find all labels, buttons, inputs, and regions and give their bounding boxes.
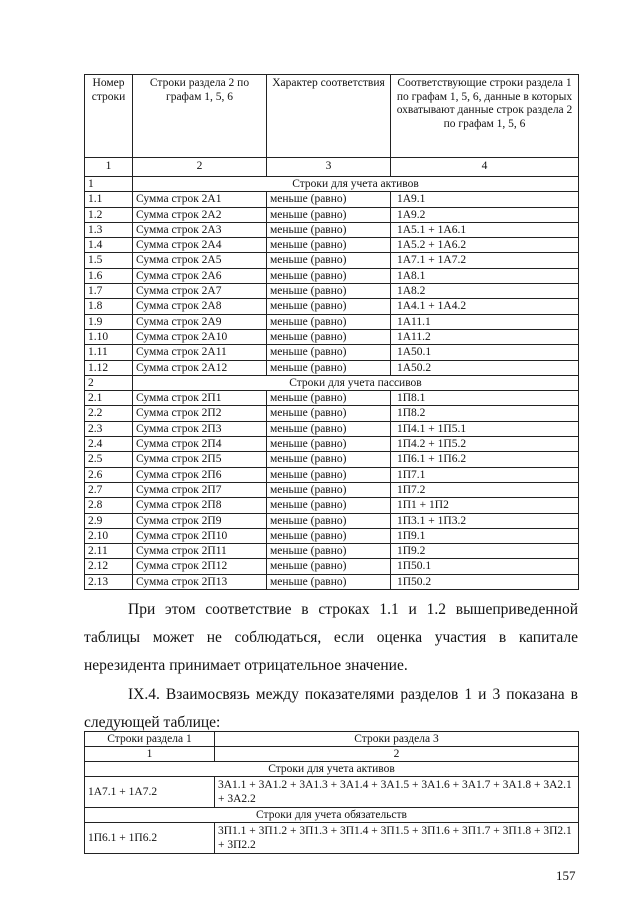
correspondence-cell: меньше (равно) [267,253,391,268]
correspondence-cell: меньше (равно) [267,268,391,283]
table-row [85,559,579,574]
correspondence-cell: меньше (равно) [267,513,391,528]
correspondence-cell: меньше (равно) [267,452,391,467]
section1-rows-cell: 1А5.2 + 1А6.2 [391,238,579,253]
section1-rows-cell: 1А9.1 [391,192,579,207]
section-row [85,375,579,390]
section1-rows-cell: 1П3.1 + 1П3.2 [391,513,579,528]
section1-rows-cell: 1А4.1 + 1А4.2 [391,299,579,314]
section3-rows-cell: 3А1.1 + 3А1.2 + 3А1.3 + 3А1.4 + 3А1.5 + 3А1.6 + 3А1.7 + 3А1.8 + 3А2.1 + 3А2.2 [215,777,579,808]
row-number: 2.11 [85,544,133,559]
table-row [85,777,579,808]
row-number: 2.3 [85,421,133,436]
section1-rows-cell: 1П8.2 [391,406,579,421]
section1-rows-cell: 1П4.1 + 1П5.1 [391,421,579,436]
table-row [85,299,579,314]
section2-rows-cell: Сумма строк 2А7 [133,284,267,299]
section2-rows-cell: Сумма строк 2А8 [133,299,267,314]
section1-rows-cell: 1П50.2 [391,574,579,589]
column-number: 3 [267,158,391,177]
column-number: 1 [85,158,133,177]
correspondence-table-section1-section3 [84,731,579,854]
table-row [85,222,579,237]
table-row [85,513,579,528]
row-number: 2.5 [85,452,133,467]
section-number: 2 [85,375,133,390]
section1-rows-cell: 1А7.1 + 1А7.2 [391,253,579,268]
table-row [85,421,579,436]
section2-rows-cell: Сумма строк 2А6 [133,268,267,283]
correspondence-cell: меньше (равно) [267,222,391,237]
section2-rows-cell: Сумма строк 2П11 [133,544,267,559]
table-row [85,467,579,482]
row-number: 2.2 [85,406,133,421]
correspondence-cell: меньше (равно) [267,345,391,360]
correspondence-cell: меньше (равно) [267,421,391,436]
header-correspondence-type: Характер соответствия [267,75,391,158]
section1-rows-cell: 1А8.2 [391,284,579,299]
table-row [85,406,579,421]
section-title: Строки для учета обязательств [85,808,579,823]
section2-rows-cell: Сумма строк 2П4 [133,437,267,452]
correspondence-cell: меньше (равно) [267,314,391,329]
row-number: 2.7 [85,482,133,497]
table-row [85,823,579,854]
section2-rows-cell: Сумма строк 2П3 [133,421,267,436]
row-number: 2.13 [85,574,133,589]
row-number: 1.9 [85,314,133,329]
row-number: 1.7 [85,284,133,299]
section-title: Строки для учета активов [133,177,579,192]
correspondence-cell: меньше (равно) [267,498,391,513]
note-paragraph-text: При этом соответствие в строках 1.1 и 1.2 вышеприведенной таблицы может не соблюдаться, если оценка участия в капитале нерезидента принимает отрицательное значение. [84,601,578,674]
table-row [85,391,579,406]
table-row [85,253,579,268]
note-paragraph [84,596,578,680]
table-header-row [85,75,579,158]
section2-rows-cell: Сумма строк 2П6 [133,467,267,482]
section-row [85,177,579,192]
correspondence-cell: меньше (равно) [267,238,391,253]
section2-rows-cell: Сумма строк 2А9 [133,314,267,329]
row-number: 2.8 [85,498,133,513]
section1-rows-cell: 1А8.1 [391,268,579,283]
row-number: 1.5 [85,253,133,268]
section2-rows-cell: Сумма строк 2П7 [133,482,267,497]
section1-rows-cell: 1П9.2 [391,544,579,559]
column-number-row [85,158,579,177]
header-section3-rows: Строки раздела 3 [215,732,579,747]
correspondence-cell: меньше (равно) [267,544,391,559]
row-number: 1.4 [85,238,133,253]
table-row [85,498,579,513]
table-row [85,360,579,375]
table-row [85,482,579,497]
section-ix4-text: IX.4. Взаимосвязь между показателями разделов 1 и 3 показана в следующей таблице: [84,686,578,731]
section2-rows-cell: Сумма строк 2П2 [133,406,267,421]
section1-rows-cell: 1П50.1 [391,559,579,574]
correspondence-cell: меньше (равно) [267,192,391,207]
section1-rows-cell: 1А11.1 [391,314,579,329]
table-body [85,177,579,590]
correspondence-cell: меньше (равно) [267,406,391,421]
header-section1-rows: Соответствующие строки раздела 1 по графам 1, 5, 6, данные в которых охватывают данные строк раздела 2 по графам 1, 5, 6 [391,75,579,158]
correspondence-cell: меньше (равно) [267,437,391,452]
section1-rows-cell: 1П7.1 [391,467,579,482]
row-number: 1.11 [85,345,133,360]
table-row [85,268,579,283]
column-number: 4 [391,158,579,177]
section-ix4-paragraph [84,681,578,737]
section2-rows-cell: Сумма строк 2П9 [133,513,267,528]
section2-rows-cell: Сумма строк 2А5 [133,253,267,268]
section1-rows-cell: 1А9.2 [391,207,579,222]
correspondence-cell: меньше (равно) [267,574,391,589]
section1-rows-cell: 1П9.1 [391,528,579,543]
correspondence-cell: меньше (равно) [267,467,391,482]
section2-rows-cell: Сумма строк 2А2 [133,207,267,222]
row-number: 2.1 [85,391,133,406]
correspondence-cell: меньше (равно) [267,482,391,497]
section1-rows-cell: 1А7.1 + 1А7.2 [85,777,215,808]
section2-rows-cell: Сумма строк 2А1 [133,192,267,207]
table-row [85,314,579,329]
table-row [85,192,579,207]
row-number: 2.10 [85,528,133,543]
section-number: 1 [85,177,133,192]
section-title: Строки для учета пассивов [133,375,579,390]
correspondence-cell: меньше (равно) [267,391,391,406]
section1-rows-cell: 1П8.1 [391,391,579,406]
section1-rows-cell: 1П6.1 + 1П6.2 [391,452,579,467]
correspondence-cell: меньше (равно) [267,559,391,574]
table-body [85,762,579,854]
section2-rows-cell: Сумма строк 2А4 [133,238,267,253]
section-row [85,808,579,823]
column-number: 1 [85,747,215,762]
section1-rows-cell: 1А50.2 [391,360,579,375]
row-number: 1.6 [85,268,133,283]
section2-rows-cell: Сумма строк 2А12 [133,360,267,375]
table-row [85,544,579,559]
row-number: 2.12 [85,559,133,574]
section2-rows-cell: Сумма строк 2П8 [133,498,267,513]
row-number: 1.1 [85,192,133,207]
table-header-row [85,732,579,747]
correspondence-table-section2-section1 [84,74,579,590]
correspondence-cell: меньше (равно) [267,207,391,222]
table-row [85,452,579,467]
row-number: 1.10 [85,329,133,344]
correspondence-cell: меньше (равно) [267,528,391,543]
section-title: Строки для учета активов [85,762,579,777]
section1-rows-cell: 1А11.2 [391,329,579,344]
row-number: 1.2 [85,207,133,222]
section1-rows-cell: 1П1 + 1П2 [391,498,579,513]
section1-rows-cell: 1П6.1 + 1П6.2 [85,823,215,854]
header-section1-rows: Строки раздела 1 [85,732,215,747]
row-number: 2.6 [85,467,133,482]
row-number: 1.3 [85,222,133,237]
table-row [85,284,579,299]
section-row [85,762,579,777]
table-row [85,329,579,344]
section1-rows-cell: 1А5.1 + 1А6.1 [391,222,579,237]
column-number: 2 [215,747,579,762]
section1-rows-cell: 1П4.2 + 1П5.2 [391,437,579,452]
row-number: 2.4 [85,437,133,452]
section3-rows-cell: 3П1.1 + 3П1.2 + 3П1.3 + 3П1.4 + 3П1.5 + 3П1.6 + 3П1.7 + 3П1.8 + 3П2.1 + 3П2.2 [215,823,579,854]
row-number: 1.12 [85,360,133,375]
column-number: 2 [133,158,267,177]
correspondence-cell: меньше (равно) [267,329,391,344]
header-row-number: Номер строки [85,75,133,158]
table-row [85,574,579,589]
section2-rows-cell: Сумма строк 2А11 [133,345,267,360]
column-number-row [85,747,579,762]
page-number: 157 [556,868,576,883]
table-row [85,345,579,360]
table-row [85,207,579,222]
section2-rows-cell: Сумма строк 2П13 [133,574,267,589]
section2-rows-cell: Сумма строк 2А3 [133,222,267,237]
row-number: 2.9 [85,513,133,528]
section2-rows-cell: Сумма строк 2П1 [133,391,267,406]
section2-rows-cell: Сумма строк 2А10 [133,329,267,344]
section1-rows-cell: 1А50.1 [391,345,579,360]
table-row [85,437,579,452]
section1-rows-cell: 1П7.2 [391,482,579,497]
correspondence-cell: меньше (равно) [267,284,391,299]
table-row [85,528,579,543]
section2-rows-cell: Сумма строк 2П5 [133,452,267,467]
correspondence-cell: меньше (равно) [267,299,391,314]
table-row [85,238,579,253]
row-number: 1.8 [85,299,133,314]
correspondence-cell: меньше (равно) [267,360,391,375]
header-section2-rows: Строки раздела 2 по графам 1, 5, 6 [133,75,267,158]
section2-rows-cell: Сумма строк 2П12 [133,559,267,574]
section2-rows-cell: Сумма строк 2П10 [133,528,267,543]
